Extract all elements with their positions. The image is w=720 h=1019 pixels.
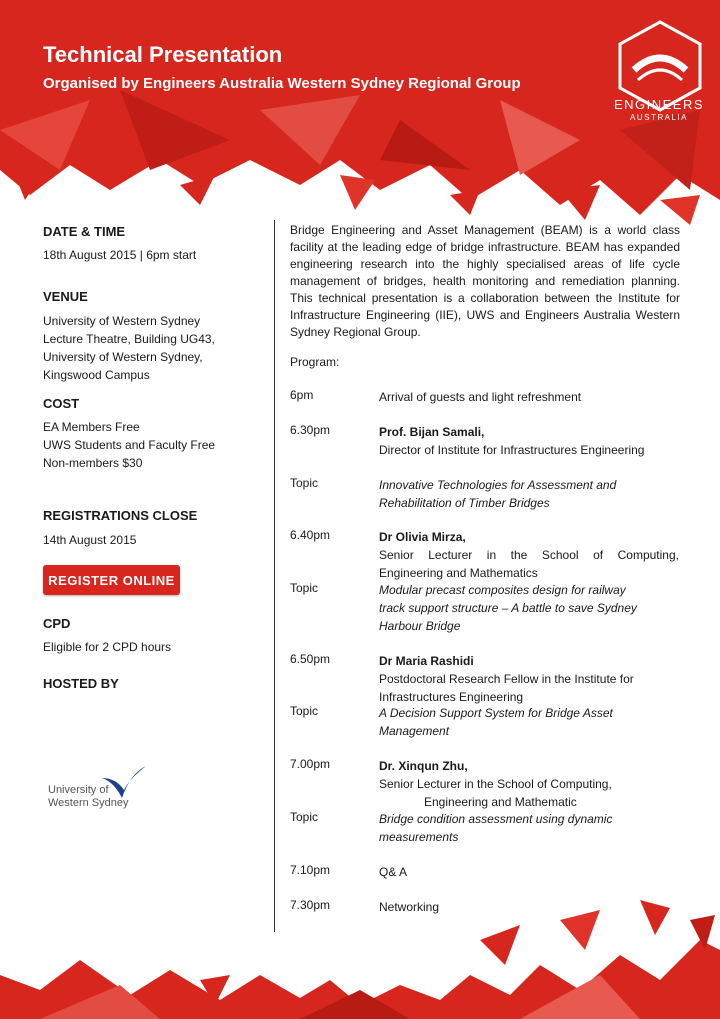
speaker-name: Dr Maria Rashidi	[379, 654, 474, 668]
column-divider	[274, 220, 275, 932]
intro-paragraph: Bridge Engineering and Asset Management (BEAM) is a world class facility at the leading edge of bridge infrastructure. BEAM has expanded engineering research into the highly specialised areas of life cycle management of bridges, health monitoring and remediation planning. This technical presentation is a collaboration between the Institute for Infrastructure Engineering (IIE), UWS and Engineers Australia Western Sydney Regional Group.	[290, 223, 680, 339]
program-time: 6.50pm	[290, 652, 331, 666]
register-online-button[interactable]: REGISTER ONLINE	[43, 565, 180, 595]
venue-line: Kingswood Campus	[43, 368, 150, 382]
speaker-name: Prof. Bijan Samali,	[379, 425, 485, 439]
date-text: 18th August 2015 | 6pm start	[43, 248, 197, 262]
logo-text-australia: AUSTRALIA	[630, 113, 688, 122]
date-heading: DATE & TIME	[43, 224, 126, 239]
program-time: 6pm	[290, 388, 314, 402]
venue-line: Lecture Theatre, Building UG43,	[43, 332, 215, 346]
speaker-role: Director of Institute for Infrastructures Engineering	[379, 443, 645, 457]
page-subtitle: Organised by Engineers Australia Western Sydney Regional Group	[43, 75, 521, 92]
uws-logo-text: Western Sydney	[48, 797, 129, 809]
speaker-role: Engineering and Mathematic	[424, 795, 577, 809]
speaker-role: Postdoctoral Research Fellow in the Institute for Infrastructures Engineering	[379, 672, 634, 704]
program-column	[290, 222, 680, 914]
venue-line: University of Western Sydney,	[43, 350, 203, 364]
logo-text-engineers: ENGINEERS	[613, 97, 705, 112]
venue-heading: VENUE	[43, 289, 88, 304]
uws-logo	[48, 760, 158, 810]
speaker-name: Dr Olivia Mirza,	[379, 530, 466, 544]
topic-text: Innovative Technologies for Assessment and Rehabilitation of Timber Bridges	[379, 478, 617, 510]
program-time: 7.00pm	[290, 757, 331, 771]
topic-text: Bridge condition assessment using dynamic measurements	[379, 812, 613, 844]
page-title: Technical Presentation	[43, 42, 283, 67]
cpd-heading: CPD	[43, 616, 71, 631]
speaker-role: Senior Lecturer in the School of Computing, Engineering and Mathematics	[379, 548, 679, 580]
venue-line: University of Western Sydney	[43, 314, 201, 328]
program-time: 6.40pm	[290, 528, 331, 542]
topic-label: Topic	[290, 810, 319, 824]
program-time: 7.10pm	[290, 863, 331, 877]
program-time: 7.30pm	[290, 898, 331, 912]
program-desc: Arrival of guests and light refreshment	[379, 390, 582, 404]
uws-logo-text: University of	[48, 784, 109, 796]
program-label: Program:	[290, 355, 340, 369]
cost-line: EA Members Free	[43, 420, 140, 434]
topic-label: Topic	[290, 476, 319, 490]
cost-line: UWS Students and Faculty Free	[43, 438, 216, 452]
topic-label: Topic	[290, 704, 319, 718]
program-desc: Q& A	[379, 865, 408, 879]
header-banner	[0, 0, 720, 230]
speaker-name: Dr. Xinqun Zhu,	[379, 759, 468, 773]
cost-line: Non-members $30	[43, 456, 143, 470]
program-desc: Networking	[379, 900, 440, 914]
registrations-heading: REGISTRATIONS CLOSE	[43, 508, 198, 523]
hosted-by-heading: HOSTED BY	[43, 676, 119, 691]
uws-swoosh-icon	[100, 764, 148, 800]
topic-label: Topic	[290, 581, 319, 595]
cost-heading: COST	[43, 396, 80, 411]
cpd-text: Eligible for 2 CPD hours	[43, 640, 172, 654]
topic-text: Modular precast composites design for railway track support structure – A battle to save Sydney Harbour Bridge	[379, 583, 637, 633]
speaker-role: Senior Lecturer in the School of Computing,	[379, 777, 612, 791]
registrations-text: 14th August 2015	[43, 533, 137, 547]
topic-text: A Decision Support System for Bridge Asset Management	[379, 706, 613, 738]
program-time: 6.30pm	[290, 423, 331, 437]
